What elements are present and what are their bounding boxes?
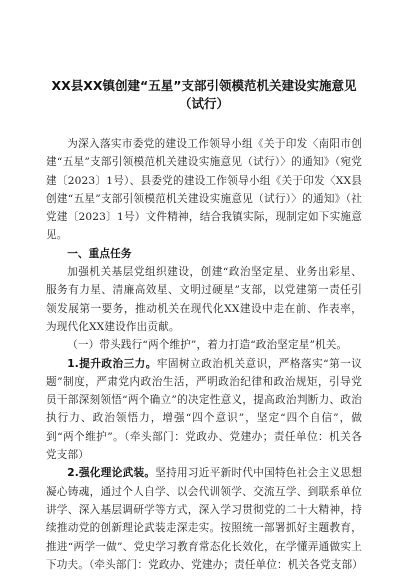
item-paragraph-2 [46, 464, 362, 574]
section-paragraph: 加强机关基层党组织建设，创建“政治坚定星、业务出彩星、服务有力星、清廉高效星、文明过硬星”支部，以党建第一责任引领发展第一要务，推动机关在现代化XX建设中走在前、作表率，为现代化XX建设作出贡献。 [46, 266, 362, 333]
item-text-1: 牢固树立政治机关意识，严格落实“第一议题”制度，严肃党内政治生活，严明政治纪律和政治规矩，引导党员干部深刻领悟“两个确立”的决定性意义，提高政治判断力、政治执行力、政治领悟力，增强“四个意识”，坚定“四个自信”，做到“两个维护”。（牵头部门：党政办、党建办；责任单位：机关各党支部） [46, 357, 362, 462]
document-body [46, 135, 362, 574]
item-paragraph-1 [46, 355, 362, 465]
section-heading: 一、重点任务 [67, 247, 132, 260]
item-text-2: 坚持用习近平新时代中国特色社会主义思想凝心铸魂，通过个人自学、以会代训领学、交流互学、到联系单位讲学、深入基层调研学等方式，深入学习贯彻党的二十大精神，持续推动党的创新理论武装走深走实。按照统一部署抓好主题教育，推进“两学一做”、党史学习教育常态化长效化，在学懂弄通做实上下功夫。（牵头部门：党政办、党建办；责任单位：机关各党支部） [46, 467, 364, 571]
document-title: XX县XX镇创建“五星”支部引领模范机关建设实施意见（试行） [51, 78, 357, 111]
item-label-1: 1.提升政治三力。 [67, 357, 157, 370]
intro-paragraph: 为深入落实市委党的建设工作领导小组《关于印发〈南阳市创建“五星”支部引领模范机关建设实施意见（试行）〉的通知》（宛党建〔2023〕1号）、县委党的建设工作领导小组《关于印发〈XX县创建“五星”支部引领模范机关建设实施意见（试行）〉的通知》（社党建〔2023〕1号）文件精神，结合我镇实际，现制定如下实施意见。 [46, 138, 362, 242]
subsection-heading: （一）带头践行“两个维护”，着力打造“政治坚定星”机关。 [67, 339, 348, 352]
item-label-2: 2.强化理论武装。 [67, 467, 156, 480]
